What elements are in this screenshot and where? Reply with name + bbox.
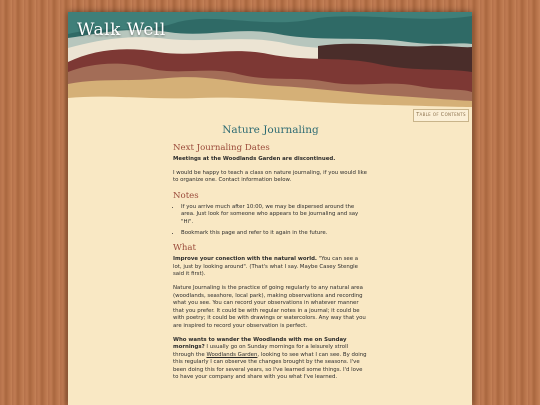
- main-content: [173, 124, 368, 388]
- what-para3-text-a: I usually go on Sunday mornings for a leisurely stroll through the: [173, 344, 349, 358]
- page-title: Nature Journaling: [222, 124, 319, 136]
- dates-notice-text: Meetings at the Woodlands Garden are discontinued.: [173, 156, 336, 162]
- what-paragraph-3: [173, 337, 368, 383]
- what-para3-bold: Who wants to wander the Woodlands with me on Sunday mornings?: [173, 336, 347, 351]
- section-heading-notes: Notes: [173, 190, 199, 201]
- what-paragraph-2: Nature Journaling is the practice of going regularly to any natural area (woodlands, seashore, local park), making observations and recording what you see. You can record your observations in whatever manner that you prefer. It could be with regular notes in a journal; it could be with poetry; it could be with drawings or watercolors. Any way that you are inspired to record your observation is perfect.: [173, 284, 366, 329]
- woodlands-garden-link[interactable]: Woodlands Garden: [206, 351, 258, 358]
- what-para3-text-b: , looking to see what I can see. By doing this regularly I can observe the changes brought by the seasons. I've been doing this for several years, so I've learned some things. I'd love to have your company and share with you what I've learned.: [173, 351, 367, 381]
- site-title[interactable]: Walk Well: [77, 20, 166, 40]
- notes-list-item: • If you arrive much after 10:00, we may be dispersed around the area. Just look for someone who appears to be journaling and say "Hi".: [181, 204, 368, 227]
- section-heading-what: What: [173, 243, 196, 254]
- table-of-contents-button[interactable]: Table of Contents: [413, 109, 469, 122]
- page-container: [68, 12, 472, 405]
- notes-list: [173, 204, 368, 237]
- dates-notice: [173, 156, 368, 164]
- what-lead-bold: Improve your conection with the natural world.: [173, 256, 317, 263]
- what-lead-paragraph: [173, 256, 368, 279]
- header-banner: [68, 12, 472, 110]
- section-heading-dates: Next Journaling Dates: [173, 143, 270, 153]
- dates-body: I would be happy to teach a class on nature journaling, if you would like to organize one. Contact information below.: [173, 169, 367, 184]
- what-lead-rest: "You can see a lot, just by looking around". (That's what I say. Maybe Casey Stengle said it first).: [173, 256, 359, 278]
- notes-list-item: • Bookmark this page and refer to it again in the future.: [181, 230, 368, 238]
